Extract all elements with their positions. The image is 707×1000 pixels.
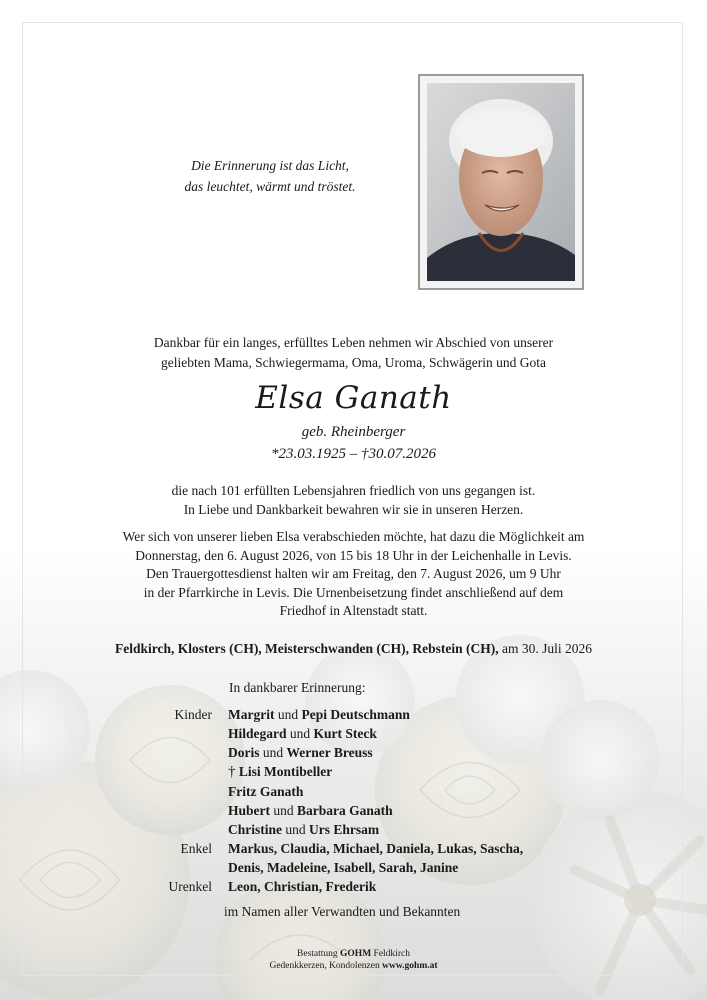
quote-line-2: das leuchtet, wärmt und tröstet. [184, 179, 356, 194]
family-label: Enkel [180, 841, 212, 856]
footer-services: Gedenkkerzen, Kondolenzen [269, 961, 380, 971]
portrait-photo [427, 83, 575, 281]
member-connector: und [277, 707, 299, 722]
family-member [228, 801, 650, 820]
member-name: Lisi Montibeller [238, 764, 333, 779]
family-member [228, 743, 650, 762]
life-dates: *23.03.1925 – †30.07.2026 [271, 446, 436, 462]
footer-url: www.gohm.at [382, 961, 438, 971]
passing-line-2: In Liebe und Dankbarkeit bewahren wir sie in unseren Herzen. [183, 501, 524, 517]
family-label: Urenkel [168, 879, 212, 894]
urenkel-names [228, 877, 650, 896]
ceremony-paragraph [60, 528, 647, 621]
member-name: Christine [228, 822, 282, 837]
member-names: Markus, Claudia, Michael, Daniela, Lukas, Sascha, [228, 841, 524, 856]
family-member [228, 705, 650, 724]
member-name: Margrit [228, 707, 275, 722]
footer-brand: GOHM [340, 949, 372, 959]
family-list [130, 705, 650, 896]
member-connector: und [289, 726, 311, 741]
urenkel-entries [228, 877, 650, 896]
footer-prefix: Bestattung [297, 949, 338, 959]
enkel-names [228, 858, 650, 877]
family-member [228, 782, 650, 801]
family-member [228, 724, 650, 743]
member-connector: und [273, 803, 294, 818]
intro-line-2: geliebten Mama, Schwiegermama, Oma, Uroma, Schwägerin und Gota [160, 355, 546, 370]
birth-name: geb. Rheinberger [301, 424, 406, 440]
ceremony-line-5: Friedhof in Altenstadt statt. [279, 603, 428, 618]
places: Feldkirch, Klosters (CH), Meisterschwanden (CH), Rebstein (CH), [114, 641, 499, 656]
intro-line-1: Dankbar für ein langes, erfülltes Leben nehmen wir Abschied von unserer [153, 335, 554, 350]
family-group-enkel [130, 839, 650, 877]
member-connector: und [262, 745, 284, 760]
ceremony-line-1: Wer sich von unserer lieben Elsa verabschieden möchte, hat dazu die Möglichkeit am [122, 529, 585, 544]
member-connector: und [285, 822, 306, 837]
enkel-entries [228, 839, 650, 877]
funeral-home-footer [200, 948, 507, 972]
partner-name: Pepi Deutschmann [301, 707, 410, 722]
ceremony-line-4: in der Pfarrkirche in Levis. Die Urnenbeisetzung findet anschließend auf dem [143, 584, 564, 600]
ceremony-line-3: Den Trauergottesdienst halten wir am Freitag, den 7. August 2026, um 9 Uhr [146, 566, 561, 581]
footer-city: Feldkirch [373, 949, 410, 959]
family-group-kinder [130, 705, 650, 839]
member-name: Hubert [228, 803, 270, 818]
member-name: Hildegard [228, 726, 287, 741]
family-label: Kinder [174, 707, 212, 722]
notice-date: am 30. Juli 2026 [502, 641, 593, 656]
intro-text [60, 333, 647, 373]
family-member [228, 762, 650, 782]
memorial-quote [150, 155, 390, 197]
family-member [228, 820, 650, 839]
member-name: Fritz Ganath [228, 784, 304, 799]
partner-name: Barbara Ganath [297, 803, 393, 818]
footer-line-1 [200, 948, 507, 960]
partner-name: Werner Breuss [286, 745, 373, 760]
quote-line-1: Die Erinnerung ist das Licht, [191, 158, 349, 173]
footer-line-2 [200, 960, 507, 972]
thanks-heading: In dankbarer Erinnerung: [229, 680, 366, 695]
passing-line-1: die nach 101 erfüllten Lebensjahren friedlich von uns gegangen ist. [171, 483, 536, 498]
partner-name: Urs Ehrsam [309, 822, 380, 837]
family-group-urenkel [130, 877, 650, 896]
ceremony-line-2: Donnerstag, den 6. August 2026, von 15 bis 18 Uhr in der Leichenhalle in Levis. [135, 547, 572, 563]
enkel-names [228, 839, 650, 858]
relatives-line: im Namen aller Verwandten und Bekannten [224, 904, 461, 919]
deceased-name: Elsa Ganath [255, 380, 452, 416]
portrait-frame [418, 74, 584, 290]
member-names: Leon, Christian, Frederik [228, 879, 377, 894]
member-names: Denis, Madeleine, Isabell, Sarah, Janine [228, 860, 459, 875]
passing-paragraph [60, 482, 647, 519]
partner-name: Kurt Steck [313, 726, 377, 741]
member-name: Doris [228, 745, 260, 760]
kinder-entries [228, 705, 650, 839]
deceased-cross: † [228, 764, 236, 780]
place-date-line [40, 640, 667, 658]
